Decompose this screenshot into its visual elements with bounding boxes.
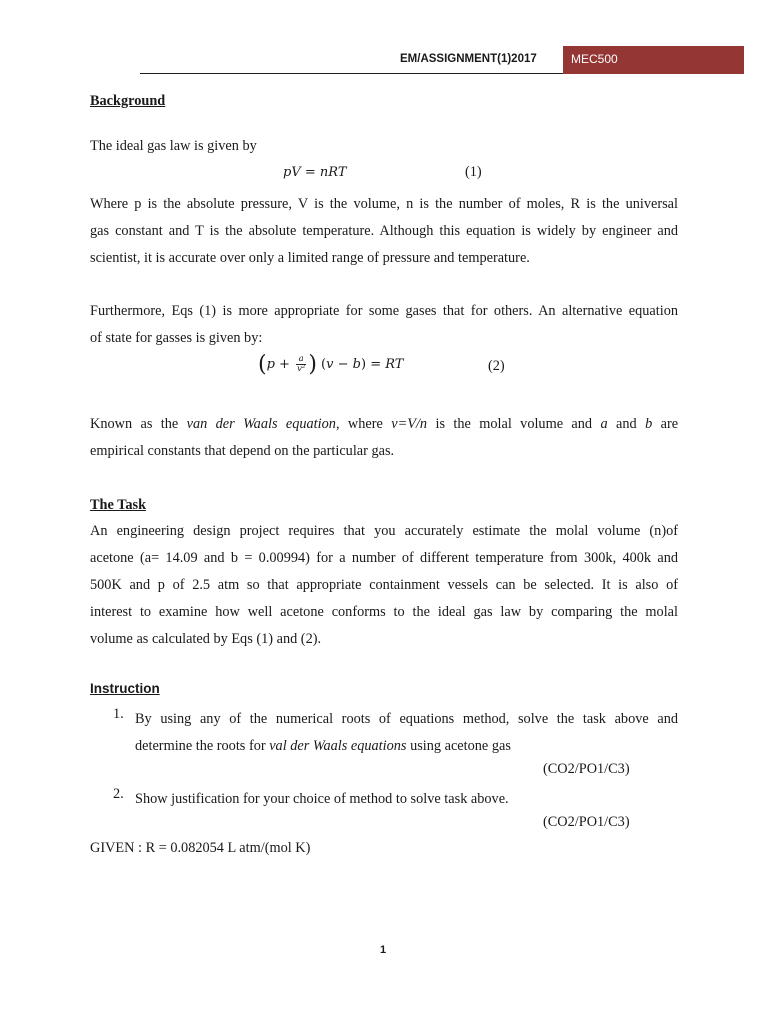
eq2-rhs: RT [385,357,404,372]
para1-line3: scientist, it is accurate over only a limited range of pressure and temperature. [90,250,530,266]
page-number: 1 [380,944,387,956]
instruction-title: Instruction [90,681,160,696]
item1-number: 1. [113,706,124,722]
eq2-p: p [266,357,275,372]
item2-number: 2. [113,786,124,802]
equation-1-number: (1) [465,164,482,180]
item2-line1: Show justification for your choice of method to solve task above. [135,791,509,807]
equation-1: pV = nRT [283,165,347,180]
para2-line1: Furthermore, Eqs (1) is more appropriate for some gases that for others. An alternative equation [90,303,678,319]
course-badge: MEC500 [563,46,744,74]
task-paragraph [90,518,678,653]
paragraph-vdw [90,411,678,465]
para3-line2: empirical constants that depend on the particular gas. [90,443,395,459]
eq2-frac-den: v² [297,364,306,374]
task-line4: interest to examine how well acetone conforms to the ideal gas law by comparing the molal [90,604,678,620]
eq2-frac-num: a [296,355,306,365]
intro-text: The ideal gas law is given by [90,138,257,154]
equation-2: (p + $\frac{a}{\text{v²}}$ ) (v − b) = RT [258,352,404,377]
task-line2: acetone (a= 14.09 and b = 0.00994) for a number of different temperature from 300k, 400k and [90,550,678,566]
item1-text [135,706,678,760]
task-line5: volume as calculated by Eqs (1) and (2). [90,631,322,647]
eq2-b: b [352,357,361,372]
item1-line2: determine the roots for val der Waals equations using acetone gas [135,738,511,754]
eq2-fraction [296,355,306,374]
eq1-rhs: nRT [319,165,347,180]
para2-line2: of state for gasses is given by: [90,330,263,346]
para1-line1: Where p is the absolute pressure, V is the volume, n is the number of moles, R is the universal [90,196,678,212]
item2-text [135,786,678,813]
document-code: EM/ASSIGNMENT(1)2017 [400,53,537,65]
para1-line2: gas constant and T is the absolute temperature. Although this equation is widely by engineer and [90,223,678,239]
equation-2-number: (2) [488,358,505,374]
header-rule [140,73,563,74]
eq2-v: v [326,357,334,372]
para3-line1: Known as the van der Waals equation, where v=V/n is the molal volume and a and b are [90,416,679,432]
task-line1: An engineering design project requires that you accurately estimate the molal volume (n)of [90,523,678,539]
eq1-lhs: pV [283,165,301,180]
background-title: Background [90,93,166,109]
paragraph-alternative [90,298,678,352]
task-title: The Task [90,497,147,513]
item1-code: (CO2/PO1/C3) [543,761,630,777]
item1-line1: By using any of the numerical roots of equations method, solve the task above and [135,711,678,727]
task-line3: 500K and p of 2.5 atm so that appropriate containment vessels can be selected. It is also of [90,577,678,593]
given-constant: GIVEN : R = 0.082054 L atm/(mol K) [90,840,311,856]
paragraph-definitions [90,191,678,272]
item2-code: (CO2/PO1/C3) [543,814,630,830]
